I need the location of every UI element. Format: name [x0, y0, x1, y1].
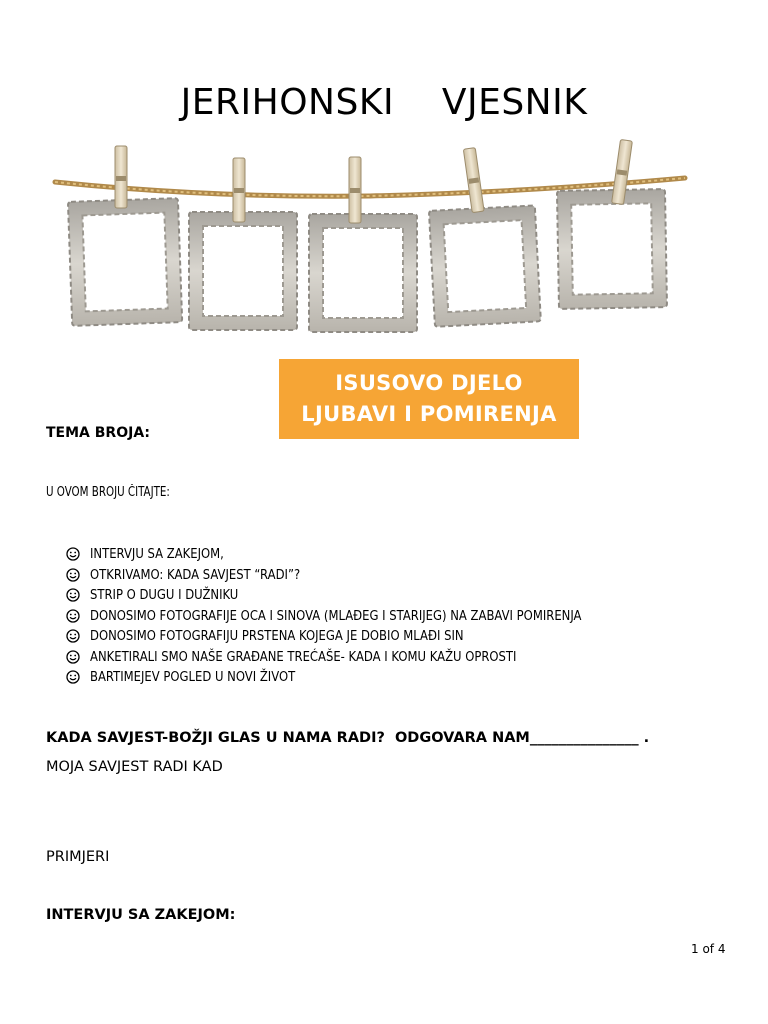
list-item [66, 544, 662, 565]
smiley-icon [66, 609, 80, 623]
photo-frame [309, 214, 417, 332]
banner-line-1: ISUSOVO DJELO [335, 371, 523, 395]
smiley-icon [66, 629, 80, 643]
list-item [66, 585, 662, 606]
list-item-text: DONOSIMO FOTOGRAFIJE OCA I SINOVA (MLAĐEG I STARIJEG) NA ZABAVI POMIRENJA [90, 607, 582, 624]
clothespin [349, 157, 361, 223]
clothespin [233, 158, 245, 222]
contents-list [66, 544, 662, 688]
list-item-text: OTKRIVAMO: KADA SAVJEST “RADI”? [90, 566, 301, 583]
clothespin [115, 146, 127, 208]
smiley-icon [66, 670, 80, 684]
smiley-icon [66, 650, 80, 664]
photo-frame [189, 212, 297, 330]
tema-broja-label: TEMA BROJA: [46, 425, 151, 441]
photo-frame [68, 198, 182, 326]
list-item [66, 565, 662, 586]
smiley-icon [66, 547, 80, 561]
list-item [66, 647, 662, 668]
smiley-icon [66, 588, 80, 602]
intervju-heading: INTERVJU SA ZAKEJOM: [46, 907, 236, 923]
list-item [66, 626, 662, 647]
moja-savjest-text: MOJA SAVJEST RADI KAD [46, 759, 223, 775]
list-item-text: STRIP O DUGU I DUŽNIKU [90, 587, 239, 604]
list-item-text: BARTIMEJEV POGLED U NOVI ŽIVOT [90, 669, 296, 686]
photo-frame [557, 189, 667, 309]
list-item [66, 606, 662, 627]
banner-line-2: LJUBAVI I POMIRENJA [301, 402, 557, 426]
question-heading: KADA SAVJEST-BOŽJI GLAS U NAMA RADI? ODGOVARA NAM_______________ . [46, 730, 650, 746]
clothesline-frames-illustration [50, 132, 690, 342]
primjeri-text: PRIMJERI [46, 849, 110, 865]
clothespin [463, 148, 484, 213]
smiley-icon [66, 568, 80, 582]
list-item-text: ANKETIRALI SMO NAŠE GRAĐANE TREĆAŠE- KADA I KOMU KAŽU OPROSTI [90, 648, 517, 665]
list-item-text: INTERVJU SA ZAKEJOM, [90, 546, 224, 563]
page-number: 1 of 4 [691, 942, 726, 956]
page-title: JERIHONSKI VJESNIK [180, 82, 588, 123]
contents-heading: U OVOM BROJU ČITAJTE: [46, 485, 170, 500]
theme-banner [279, 359, 579, 439]
list-item [66, 667, 662, 688]
photo-frame [429, 205, 541, 326]
list-item-text: DONOSIMO FOTOGRAFIJU PRSTENA KOJEGA JE DOBIO MLAĐI SIN [90, 628, 464, 645]
